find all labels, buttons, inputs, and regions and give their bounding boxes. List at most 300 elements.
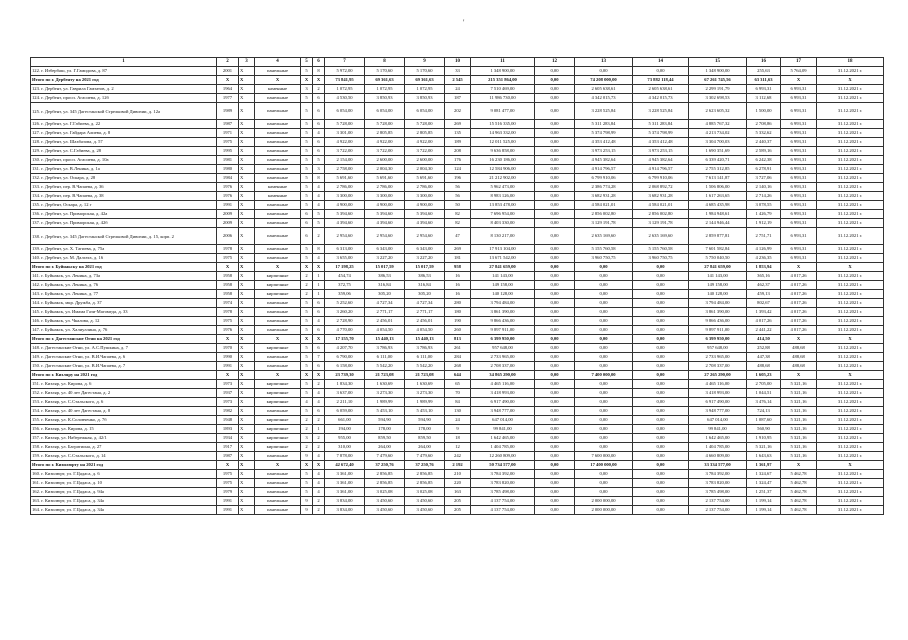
value-cell: 2 xyxy=(313,228,325,245)
value-cell: X xyxy=(301,371,313,380)
value-cell: 2 137 754,00 xyxy=(689,506,747,515)
value-cell: 0,00 xyxy=(535,380,575,389)
value-cell: 178,00 xyxy=(405,425,445,434)
value-cell: X xyxy=(239,506,255,515)
value-cell: X xyxy=(817,461,884,470)
value-cell: 3 228 525,84 xyxy=(575,103,633,120)
header-cell: 7 xyxy=(325,58,365,67)
value-cell: 2 755 312,85 xyxy=(689,165,747,174)
table-row xyxy=(31,488,884,497)
value-cell: X xyxy=(239,85,255,94)
value-cell: 4 017,26 xyxy=(781,317,817,326)
value-cell: 1 xyxy=(313,272,325,281)
value-cell: 2 856 002,80 xyxy=(633,210,689,219)
value-cell: 6 278,91 xyxy=(747,165,781,174)
value-cell: 70 xyxy=(445,389,471,398)
value-cell: 6 111,00 xyxy=(365,353,405,362)
value-cell: 2 xyxy=(313,443,325,452)
value-cell: X xyxy=(217,371,239,380)
value-cell: 3 450,60 xyxy=(365,497,405,506)
value-cell: панельные xyxy=(255,326,301,335)
value-cell: 31.12.2021 г. xyxy=(817,452,884,461)
value-cell: 2 856,85 xyxy=(405,479,445,488)
value-cell: 5 xyxy=(301,156,313,165)
value-cell: X xyxy=(239,281,255,290)
value-cell: 1 834,30 xyxy=(325,380,365,389)
table-row xyxy=(31,443,884,452)
address-cell: Итого по г. Буйнакску на 2021 год xyxy=(31,263,217,272)
address-cell: 140. г. Дербент, ул. М. Далгата, д. 16 xyxy=(31,254,217,263)
value-cell: 3 850,93 xyxy=(405,94,445,103)
value-cell: 560,90 xyxy=(747,425,781,434)
table-row xyxy=(31,317,884,326)
value-cell: X xyxy=(239,254,255,263)
value-cell: 9 081 477,00 xyxy=(471,103,535,120)
value-cell: 0,00 xyxy=(535,317,575,326)
header-row xyxy=(31,58,884,67)
value-cell: 2 771,17 xyxy=(405,308,445,317)
value-cell: 0,00 xyxy=(575,335,633,344)
value-cell: 5 xyxy=(301,147,313,156)
address-cell: 134. г. Дербент, пер. В.Чапаева, д. 38 xyxy=(31,192,217,201)
value-cell: X xyxy=(239,129,255,138)
value-cell: 1 xyxy=(313,281,325,290)
value-cell: 0,00 xyxy=(575,299,633,308)
value-cell: 1958 xyxy=(217,290,239,299)
value-cell: 6 799 910,06 xyxy=(575,174,633,183)
value-cell: 6 993,31 xyxy=(781,210,817,219)
value-cell: 5 155 760,58 xyxy=(633,245,689,254)
address-cell: 146. г. Буйнакск, ул. Чкалова, д. 12 xyxy=(31,317,217,326)
value-cell: 12 260 809,00 xyxy=(471,452,535,461)
value-cell: 1 361,97 xyxy=(747,461,781,470)
value-cell: 1975 xyxy=(217,479,239,488)
value-cell: 594,90 xyxy=(405,416,445,425)
table-row xyxy=(31,434,884,443)
table-row xyxy=(31,219,884,228)
value-cell: X xyxy=(217,263,239,272)
value-cell: 3 783 820,00 xyxy=(471,479,535,488)
value-cell: 3 973 253,15 xyxy=(633,147,689,156)
value-cell: 0,00 xyxy=(575,443,633,452)
value-cell: 31.12.2021 г. xyxy=(817,353,884,362)
value-cell: кирпичные xyxy=(255,272,301,281)
value-cell: 0,00 xyxy=(535,85,575,94)
value-cell: 4 770,00 xyxy=(325,326,365,335)
value-cell: 1958 xyxy=(217,272,239,281)
value-cell: 1 912,19 xyxy=(747,219,781,228)
address-cell: 131. г. Дербент, ул. В.Ленина, д. 1а xyxy=(31,165,217,174)
value-cell: X xyxy=(239,488,255,497)
value-cell: 0,00 xyxy=(633,452,689,461)
value-cell: 3 450,60 xyxy=(405,506,445,515)
value-cell: 5 xyxy=(301,245,313,254)
value-cell: 31.12.2021 г. xyxy=(817,94,884,103)
header-cell: 2 xyxy=(217,58,239,67)
value-cell: 1987 xyxy=(217,452,239,461)
value-cell: 4 394,60 xyxy=(405,219,445,228)
value-cell: X xyxy=(239,219,255,228)
header-cell: 11 xyxy=(471,58,535,67)
value-cell: 0,00 xyxy=(535,94,575,103)
value-cell: 5 311 283,84 xyxy=(633,120,689,129)
value-cell: 0,00 xyxy=(575,434,633,443)
header-cell: 6 xyxy=(313,58,325,67)
value-cell: 65 xyxy=(445,380,471,389)
value-cell: 4 885 767,32 xyxy=(689,120,747,129)
value-cell: 8 xyxy=(313,174,325,183)
address-cell: 143. г. Буйнакск, ул. Ленина, д. 77 xyxy=(31,290,217,299)
value-cell: 1 199,14 xyxy=(747,497,781,506)
value-cell: 0,00 xyxy=(535,147,575,156)
table-row xyxy=(31,281,884,290)
value-cell: 27 265 290,00 xyxy=(689,371,747,380)
value-cell: 31.12.2021 г. xyxy=(817,326,884,335)
value-cell: 178,00 xyxy=(365,425,405,434)
value-cell: X xyxy=(817,371,884,380)
value-cell: 140 128,00 xyxy=(471,290,535,299)
value-cell: 5 691,60 xyxy=(365,174,405,183)
value-cell: 284 xyxy=(445,353,471,362)
value-cell: 190 xyxy=(445,317,471,326)
value-cell: 5 xyxy=(301,380,313,389)
value-cell: 9 636 858,00 xyxy=(471,147,535,156)
value-cell: 5 xyxy=(301,299,313,308)
value-cell: X xyxy=(239,335,255,344)
address-cell: 147. г. Буйнакск, ул. Халиуллина, д. 76 xyxy=(31,326,217,335)
value-cell: X xyxy=(781,263,817,272)
value-cell: 0,00 xyxy=(575,488,633,497)
value-cell: 31.12.2021 г. xyxy=(817,308,884,317)
value-cell: 1 605,23 xyxy=(747,371,781,380)
value-cell: X xyxy=(217,76,239,85)
value-cell: 0,00 xyxy=(535,488,575,497)
address-cell: 158. г. Кизляр, ул. Багратиона, д. 27 xyxy=(31,443,217,452)
value-cell: 6 054,00 xyxy=(405,103,445,120)
value-cell: 2 xyxy=(301,290,313,299)
value-cell: 0,00 xyxy=(535,281,575,290)
value-cell: X xyxy=(239,67,255,76)
value-cell: X xyxy=(239,147,255,156)
address-cell: 129. г. Дербент, ул. С.Габиева, д. 28 xyxy=(31,147,217,156)
value-cell: 5 542,20 xyxy=(365,362,405,371)
value-cell: 4 054,50 xyxy=(405,326,445,335)
table-row xyxy=(31,210,884,219)
value-cell: 9 897 911,00 xyxy=(689,326,747,335)
total-row xyxy=(31,76,884,85)
table-row xyxy=(31,362,884,371)
value-cell: 7 600 000,00 xyxy=(575,452,633,461)
value-cell: 4 017,26 xyxy=(781,299,817,308)
value-cell: X xyxy=(817,335,884,344)
address-cell: 125. г. Дербент, ул. 345 Дагестанской Стрелковой Дивизии, д. 12а xyxy=(31,103,217,120)
value-cell: 5 394,60 xyxy=(325,210,365,219)
value-cell: 3 361,00 xyxy=(325,488,365,497)
value-cell: 0,00 xyxy=(535,416,575,425)
value-cell: 0,00 xyxy=(575,425,633,434)
value-cell: 3 301,00 xyxy=(325,129,365,138)
value-cell: 1 087,60 xyxy=(747,416,781,425)
value-cell: 2 xyxy=(313,434,325,443)
value-cell: 5 462,78 xyxy=(781,506,817,515)
value-cell: 0,00 xyxy=(535,407,575,416)
value-cell: 0,00 xyxy=(575,281,633,290)
value-cell: 1 643,63 xyxy=(747,452,781,461)
value-cell: 0,00 xyxy=(535,389,575,398)
value-cell: 4 394,60 xyxy=(365,219,405,228)
value-cell: 488,68 xyxy=(747,362,781,371)
value-cell: 0,00 xyxy=(535,290,575,299)
value-cell: 4 126,99 xyxy=(747,245,781,254)
table-row xyxy=(31,299,884,308)
value-cell: 16 xyxy=(445,272,471,281)
value-cell: 4 530,50 xyxy=(325,94,365,103)
value-cell: 4 xyxy=(313,470,325,479)
value-cell: 42 672,40 xyxy=(325,461,365,470)
value-cell: 3 960 750,75 xyxy=(633,254,689,263)
value-cell: 0,00 xyxy=(535,120,575,129)
value-cell: панельные xyxy=(255,254,301,263)
value-cell: 31.12.2021 г. xyxy=(817,488,884,497)
value-cell: 205 xyxy=(445,497,471,506)
value-cell: 2 192 xyxy=(445,461,471,470)
value-cell: 488,68 xyxy=(781,353,817,362)
value-cell: 1976 xyxy=(217,183,239,192)
value-cell: 2 600,00 xyxy=(365,156,405,165)
header-cell: 3 xyxy=(239,58,255,67)
value-cell: панельные xyxy=(255,67,301,76)
value-cell: 1973 xyxy=(217,398,239,407)
value-cell: 3 300,00 xyxy=(365,192,405,201)
header-cell: 16 xyxy=(747,58,781,67)
value-cell: X xyxy=(239,362,255,371)
value-cell: 0,00 xyxy=(535,308,575,317)
value-cell: 3 xyxy=(301,434,313,443)
value-cell: 0,00 xyxy=(535,344,575,353)
value-cell: каменные xyxy=(255,192,301,201)
value-cell: 647 014,00 xyxy=(689,416,747,425)
table-row xyxy=(31,470,884,479)
value-cell: 189 xyxy=(445,138,471,147)
value-cell: 141 143,00 xyxy=(471,272,535,281)
value-cell: 1 630,69 xyxy=(365,380,405,389)
address-cell: 133. г. Дербент, пер. В.Чапаева, д. 36 xyxy=(31,183,217,192)
value-cell: 1977 xyxy=(217,94,239,103)
value-cell: 0,00 xyxy=(535,174,575,183)
value-cell: 2 211,10 xyxy=(325,398,365,407)
value-cell: 73 882 118,44 xyxy=(633,76,689,85)
value-cell: 0,00 xyxy=(633,389,689,398)
value-cell: 4 342 015,73 xyxy=(633,94,689,103)
value-cell: 2001 xyxy=(217,67,239,76)
value-cell: 31.12.2021 г. xyxy=(817,479,884,488)
value-cell: 6 993,31 xyxy=(781,94,817,103)
table-row xyxy=(31,94,884,103)
value-cell: 3 655,00 xyxy=(325,254,365,263)
value-cell: 5 xyxy=(301,407,313,416)
value-cell: 1987 xyxy=(217,120,239,129)
value-cell: 4 xyxy=(313,317,325,326)
address-cell: 162. г. Кизилюрт, ул. Г.Цадаса, д. 94а xyxy=(31,488,217,497)
value-cell: 67 261 745,56 xyxy=(689,76,747,85)
value-cell: 14 963 332,00 xyxy=(471,129,535,138)
value-cell: 12 584 906,00 xyxy=(471,165,535,174)
value-cell: 6 993,31 xyxy=(781,228,817,245)
value-cell: 31.12.2021 г. xyxy=(817,344,884,353)
value-cell: 7 400 000,00 xyxy=(575,371,633,380)
value-cell: 31.12.2021 г. xyxy=(817,219,884,228)
value-cell: 4 465 116,00 xyxy=(471,380,535,389)
value-cell: 6 917 490,00 xyxy=(471,398,535,407)
value-cell: 56 xyxy=(445,183,471,192)
value-cell: 3 783 820,00 xyxy=(689,479,747,488)
value-cell: 0,00 xyxy=(633,263,689,272)
value-cell: 2 856,85 xyxy=(405,470,445,479)
table-row xyxy=(31,398,884,407)
value-cell: 958 xyxy=(445,263,471,272)
value-cell: 5 321,16 xyxy=(781,380,817,389)
value-cell: 31.12.2021 г. xyxy=(817,165,884,174)
value-cell: 2 xyxy=(301,281,313,290)
value-cell: 5 xyxy=(301,174,313,183)
total-row xyxy=(31,335,884,344)
value-cell: панельные xyxy=(255,94,301,103)
value-cell: 84 xyxy=(445,398,471,407)
value-cell: 0,00 xyxy=(575,416,633,425)
value-cell: 5 xyxy=(301,479,313,488)
value-cell: 31.12.2021 г. xyxy=(817,425,884,434)
value-cell: 6 790,00 xyxy=(325,353,365,362)
value-cell: 31.12.2021 г. xyxy=(817,272,884,281)
value-cell: X xyxy=(239,326,255,335)
value-cell: 56 xyxy=(445,192,471,201)
value-cell: 82 xyxy=(445,210,471,219)
value-cell: 3 786,93 xyxy=(405,344,445,353)
value-cell: панельные xyxy=(255,407,301,416)
header-cell: 8 xyxy=(365,58,405,67)
value-cell: панельные xyxy=(255,470,301,479)
value-cell: 0,00 xyxy=(575,290,633,299)
value-cell: 3 418 993,00 xyxy=(471,389,535,398)
value-cell: панельные xyxy=(255,219,301,228)
value-cell: 17 155,70 xyxy=(325,335,365,344)
value-cell: X xyxy=(239,272,255,281)
total-row xyxy=(31,461,884,470)
address-cell: 139. г. Дербент, ул. Х. Тагиева, д. 75а xyxy=(31,245,217,254)
value-cell: кирпичные xyxy=(255,443,301,452)
value-cell: 215 351 864,00 xyxy=(471,76,535,85)
value-cell: 16 xyxy=(445,281,471,290)
value-cell: 3 960 750,75 xyxy=(575,254,633,263)
value-cell: 0,00 xyxy=(633,461,689,470)
value-cell: 5 374 798,99 xyxy=(575,129,633,138)
value-cell: 5 728,00 xyxy=(365,120,405,129)
value-cell: 5 462,78 xyxy=(781,470,817,479)
value-cell: 1 072,95 xyxy=(365,85,405,94)
value-cell: 2 708,86 xyxy=(747,120,781,129)
value-cell: 0,00 xyxy=(633,290,689,299)
value-cell: 4 236,35 xyxy=(747,254,781,263)
value-cell: 31.12.2021 г. xyxy=(817,129,884,138)
value-cell: 31.12.2021 г. xyxy=(817,398,884,407)
value-cell: кирпичные xyxy=(255,389,301,398)
value-cell: 3 304 700,03 xyxy=(689,138,747,147)
value-cell: X xyxy=(239,344,255,353)
value-cell: панельные xyxy=(255,479,301,488)
value-cell: 63 311,63 xyxy=(747,76,781,85)
value-cell: 4 xyxy=(313,183,325,192)
value-cell: 4 xyxy=(313,479,325,488)
value-cell: 1991 xyxy=(217,497,239,506)
table-row xyxy=(31,380,884,389)
value-cell: 135 xyxy=(445,129,471,138)
value-cell: 3 450,60 xyxy=(365,506,405,515)
address-cell: 123. г. Дербент, ул. Гаврила Гамзатов, д. 2 xyxy=(31,85,217,94)
value-cell: 31.12.2021 г. xyxy=(817,192,884,201)
value-cell: 1971 xyxy=(217,129,239,138)
value-cell: панельные xyxy=(255,103,301,120)
value-cell: 0,00 xyxy=(535,452,575,461)
value-cell: 5 xyxy=(301,344,313,353)
value-cell: 2 758,00 xyxy=(325,165,365,174)
table-row xyxy=(31,389,884,398)
value-cell: 1995 xyxy=(217,147,239,156)
value-cell: 1976 xyxy=(217,192,239,201)
value-cell: 141 143,00 xyxy=(689,272,747,281)
value-cell: 1975 xyxy=(217,317,239,326)
value-cell: 2 954,60 xyxy=(325,228,365,245)
address-cell: 163. г. Кизилюрт, ул. Г.Цадаса, д. 34а xyxy=(31,497,217,506)
value-cell: 644 xyxy=(445,371,471,380)
value-cell: 5 321,16 xyxy=(781,416,817,425)
value-cell: панельные xyxy=(255,308,301,317)
value-cell: 955,00 xyxy=(325,434,365,443)
value-cell: 2 xyxy=(301,425,313,434)
value-cell: 0,00 xyxy=(535,263,575,272)
address-cell: 157. г. Кизляр, ул. Набережная, д. 42/1 xyxy=(31,434,217,443)
value-cell: 3 794 484,00 xyxy=(689,299,747,308)
value-cell: 0,00 xyxy=(575,344,633,353)
value-cell: X xyxy=(817,263,884,272)
table-row xyxy=(31,165,884,174)
address-cell: 138. г. Дербент, ул. 345 Дагестанской Стрелковой Дивизии, д. 15, корп. 2 xyxy=(31,228,217,245)
value-cell: 31.12.2021 г. xyxy=(817,470,884,479)
value-cell: 21 723,08 xyxy=(405,371,445,380)
value-cell: 2 000 000,00 xyxy=(575,506,633,515)
address-cell: 136. г. Дербент, ул. Приморская, д. 42а xyxy=(31,210,217,219)
table-row xyxy=(31,308,884,317)
value-cell: 5 728,00 xyxy=(405,120,445,129)
value-cell: 3 273,30 xyxy=(405,389,445,398)
header-cell: 5 xyxy=(301,58,313,67)
value-cell: 31.12.2021 г. xyxy=(817,380,884,389)
value-cell: 6 993,31 xyxy=(781,183,817,192)
value-cell: 5 xyxy=(313,219,325,228)
value-cell: 0,00 xyxy=(633,326,689,335)
value-cell: панельные xyxy=(255,228,301,245)
value-cell: 0,00 xyxy=(575,389,633,398)
value-cell: X xyxy=(239,470,255,479)
value-cell: 3 112,68 xyxy=(747,94,781,103)
value-cell: 0,00 xyxy=(535,470,575,479)
value-cell: 5 xyxy=(301,254,313,263)
value-cell: X xyxy=(239,317,255,326)
value-cell: 260 xyxy=(445,326,471,335)
value-cell: 15 017,59 xyxy=(405,263,445,272)
value-cell: 2 856,85 xyxy=(365,470,405,479)
value-cell: 0,00 xyxy=(535,67,575,76)
table-row xyxy=(31,174,884,183)
